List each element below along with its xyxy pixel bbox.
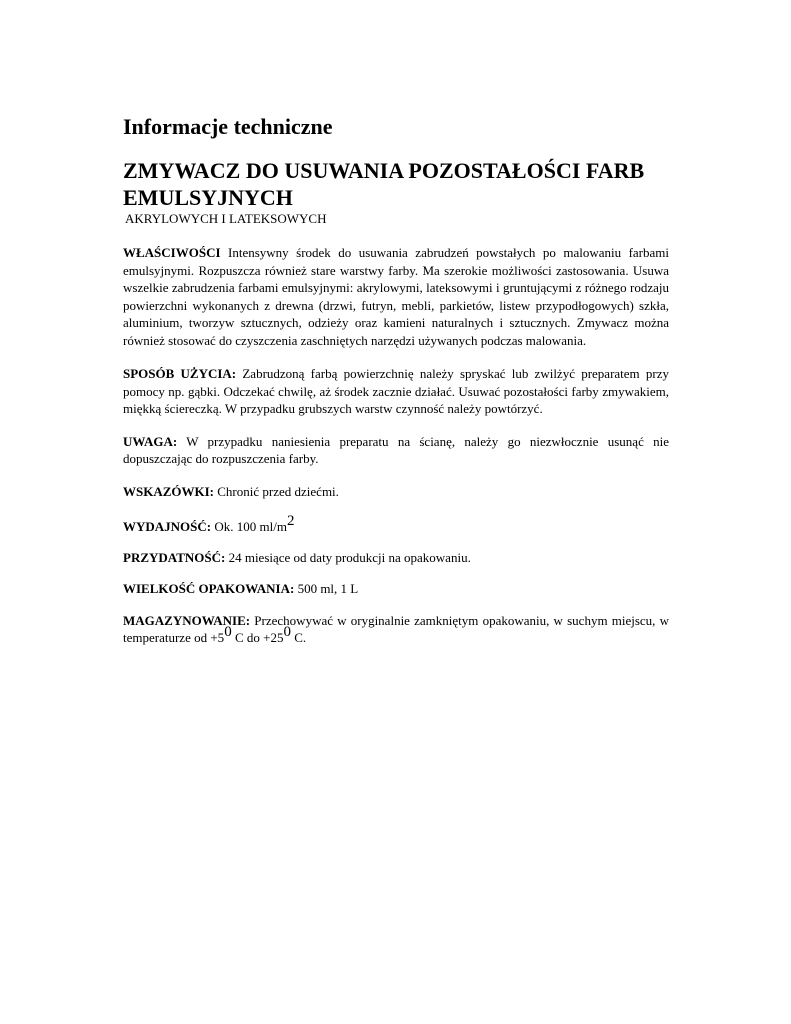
- storage-text-2: C do +25: [231, 630, 284, 645]
- tips-label: WSKAZÓWKI:: [123, 483, 215, 499]
- storage-superscript-2: 0: [283, 624, 291, 640]
- usage-label: SPOSÓB UŻYCIA:: [123, 366, 237, 381]
- product-title: ZMYWACZ DO USUWANIA POZOSTAŁOŚCI FARB EMULSYJNYCH: [123, 158, 645, 210]
- tips-section: [123, 483, 669, 501]
- document-heading: Informacje techniczne: [123, 114, 333, 139]
- package-size-text: 500 ml, 1 L: [294, 581, 359, 596]
- efficiency-label: WYDAJNOŚĆ:: [123, 519, 212, 534]
- document-content: [123, 112, 669, 647]
- storage-superscript-1: 0: [224, 624, 232, 640]
- warning-label: UWAGA:: [123, 433, 178, 449]
- package-size-label: WIELKOŚĆ OPAKOWANIA:: [123, 581, 295, 596]
- shelf-life-label: PRZYDATNOŚĆ:: [123, 549, 226, 565]
- storage-label: MAGAZYNOWANIE:: [123, 612, 251, 628]
- warning-text: W przypadku naniesienia preparatu na ścianę, należy go niezwłocznie usunąć nie dopuszczając do rozpuszczenia farby.: [123, 433, 669, 466]
- package-size-section: [123, 580, 669, 598]
- efficiency-text: Ok. 100 ml/m: [211, 519, 287, 534]
- usage-section: [123, 365, 669, 418]
- efficiency-section: [123, 513, 669, 536]
- warning-section: [123, 433, 669, 468]
- efficiency-superscript: 2: [286, 513, 295, 529]
- product-subtitle: AKRYLOWYCH I LATEKSOWYCH: [125, 211, 327, 226]
- properties-label: WŁAŚCIWOŚCI: [123, 245, 221, 260]
- storage-section: [123, 612, 669, 647]
- tips-text: Chronić przed dziećmi.: [214, 483, 339, 499]
- shelf-life-section: [123, 549, 669, 567]
- properties-text: Intensywny środek do usuwania zabrudzeń powstałych po malowaniu farbami emulsyjnymi. Rozpuszcza również stare warstwy farby. Ma szerokie możliwości zastosowania. Usuwa wszelkie zabrudzenia farbami emulsyjnymi: akrylowymi, lateksowymi i gruntującymi z różnego rodzaju powierzchni wykonanych z drewna (drzwi, futryn, mebli, parkietów, listew przypodłogowych) szkła, aluminium, tworzyw sztucznych, odzieży oraz kamieni naturalnych i sztucznych. Zmywacz można również stosować do czyszczenia zaschniętych narzędzi używanych podczas malowania.: [123, 245, 669, 348]
- storage-text-3: C.: [290, 630, 307, 645]
- storage-text-1: Przechowywać w oryginalnie zamkniętym opakowaniu, w suchym miejscu, w temperaturze od +5: [123, 612, 669, 645]
- usage-text: Zabrudzoną farbą powierzchnię należy spryskać lub zwilżyć preparatem przy pomocy np. gąbki. Odczekać chwilę, aż środek zacznie działać. Usuwać pozostałości farby zmywakiem, miękką ściereczką. W przypadku grubszych warstw czynność należy powtórzyć.: [123, 366, 669, 416]
- shelf-life-text: 24 miesiące od daty produkcji na opakowaniu.: [225, 549, 471, 565]
- properties-section: [123, 244, 669, 349]
